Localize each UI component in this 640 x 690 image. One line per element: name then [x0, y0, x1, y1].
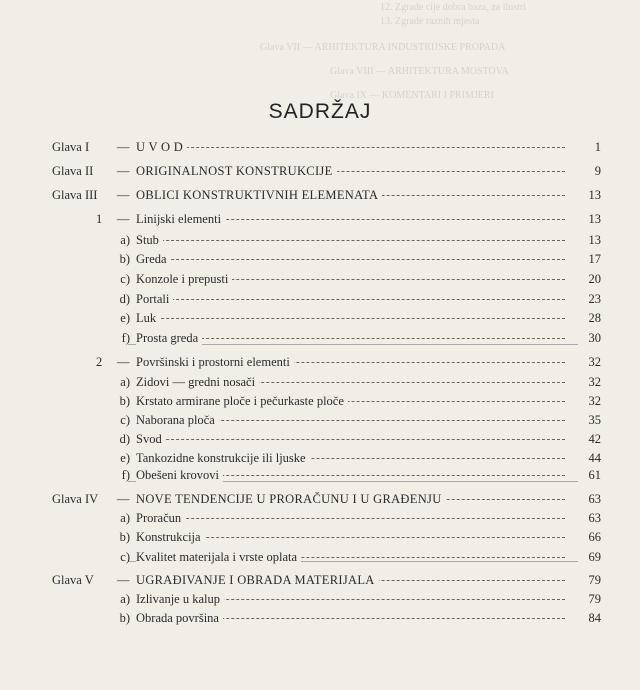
toc-entry: [0, 529, 601, 545]
toc-entry-title[interactable]: Izlivanje u kalup: [136, 591, 224, 607]
toc-entry-title[interactable]: ORIGINALNOST KONSTRUKCIJE: [136, 163, 337, 179]
toc-entry-dash: —: [117, 355, 130, 369]
toc-entry-title[interactable]: Obrada površina: [136, 610, 223, 626]
toc-entry: [0, 491, 601, 507]
dash-leader: [136, 518, 565, 519]
toc-entry-label: 1: [96, 212, 103, 226]
toc-entry-page-number: 13: [588, 233, 601, 247]
dash-leader: [136, 299, 565, 300]
toc-entry-dash: —: [117, 492, 130, 506]
toc-entry: [0, 291, 601, 307]
toc-entry-title[interactable]: Portali: [136, 291, 173, 307]
toc-entry-page-number: 66: [588, 530, 601, 544]
toc-entry-page-number: 23: [588, 292, 601, 306]
toc-entry-title[interactable]: OBLICI KONSTRUKTIVNIH ELEMENATA: [136, 187, 382, 203]
toc-entry-label: c): [120, 272, 130, 286]
toc-entry-page-number: 42: [588, 432, 601, 446]
toc-entry-title[interactable]: Krstato armirane ploče i pečurkaste ploče: [136, 393, 348, 409]
toc-entry-title[interactable]: Svod: [136, 431, 166, 447]
bleed-through-text: [0, 0, 640, 100]
toc-entry-label: c): [120, 550, 130, 564]
toc-entry: [0, 591, 601, 607]
toc-entry: [0, 572, 601, 588]
toc-entry: [0, 163, 601, 179]
toc-entry-title[interactable]: Obešeni krovovi: [136, 467, 223, 483]
toc-entry-label: e): [120, 311, 130, 325]
toc-entry: [0, 211, 601, 227]
toc-entry: [0, 431, 601, 447]
toc-entry-label: b): [119, 611, 130, 625]
toc-entry-title[interactable]: UGRAĐIVANJE I OBRADA MATERIJALA: [136, 572, 379, 588]
toc-entry-dash: —: [117, 140, 130, 154]
toc-entry-label: b): [119, 252, 130, 266]
toc-entry-page-number: 17: [588, 252, 601, 266]
toc-entry-title[interactable]: U V O D: [136, 139, 187, 155]
toc-entry: [0, 412, 601, 428]
toc-entry-title[interactable]: Zidovi — gredni nosači: [136, 374, 259, 390]
toc-entry-page-number: 1: [594, 140, 601, 154]
toc-entry: [0, 187, 601, 203]
toc-entry-label: e): [120, 451, 130, 465]
toc-entry-page-number: 84: [588, 611, 601, 625]
dash-leader: [136, 259, 565, 260]
toc-entry-label: b): [119, 530, 130, 544]
dash-leader: [136, 318, 565, 319]
toc-entry-dash: —: [117, 212, 130, 226]
ghost-line: 12. Zgrade cije dobra baza, za ilustri: [380, 2, 527, 13]
toc-entry-page-number: 44: [588, 451, 601, 465]
toc-entry-page-number: 30: [588, 331, 601, 345]
toc-entry-title[interactable]: Naborana ploča: [136, 412, 219, 428]
dash-leader: [136, 240, 565, 241]
toc-entry-page-number: 35: [588, 413, 601, 427]
dash-leader: [136, 439, 565, 440]
toc-entry-dash: —: [117, 164, 130, 178]
ghost-line: 13. Zgrade raznih mjesta: [380, 16, 480, 27]
toc-entry-title[interactable]: Konzole i prepusti: [136, 271, 232, 287]
toc-entry: [0, 139, 601, 155]
ghost-line: Glava VII — ARHITEKTURA INDUSTRIJSKE PROPADA: [260, 42, 506, 53]
toc-entry-page-number: 32: [588, 355, 601, 369]
toc-entry: [0, 450, 601, 466]
page-title: SADRŽAJ: [268, 100, 372, 123]
toc-entry-page-number: 13: [588, 188, 601, 202]
toc-entry-title[interactable]: Tankozidne konstrukcije ili ljuske: [136, 450, 310, 466]
toc-entry-title[interactable]: Greda: [136, 251, 171, 267]
toc-entry: [0, 271, 601, 287]
toc-entry-dash: —: [117, 188, 130, 202]
toc-entry-page-number: 63: [588, 511, 601, 525]
toc-entry-page-number: 79: [588, 573, 601, 587]
toc-entry-label: Glava II: [52, 164, 94, 178]
toc-entry-page-number: 32: [588, 375, 601, 389]
toc-entry-title[interactable]: Prosta greda: [136, 330, 202, 346]
toc-entry-page-number: 69: [588, 550, 601, 564]
toc-entry-label: f): [121, 331, 130, 345]
toc-entry-dash: —: [117, 573, 130, 587]
toc-entry-label: a): [120, 233, 130, 247]
toc-entry-label: d): [119, 432, 130, 446]
toc-entry-label: Glava V: [52, 573, 94, 587]
toc-entry-label: Glava IV: [52, 492, 99, 506]
toc-entry-title[interactable]: NOVE TENDENCIJE U PRORAČUNU I U GRAĐENJU: [136, 491, 446, 507]
toc-entry-title[interactable]: Luk: [136, 310, 160, 326]
toc-entry-page-number: 9: [594, 164, 601, 178]
toc-entry-label: d): [119, 292, 130, 306]
toc-entry-title[interactable]: Površinski i prostorni elementi: [136, 354, 294, 370]
toc-entry-label: Glava III: [52, 188, 98, 202]
toc-entry-title[interactable]: Stub: [136, 232, 163, 248]
toc-entry-label: c): [120, 413, 130, 427]
toc-entry: [0, 354, 601, 370]
toc-entry-page-number: 20: [588, 272, 601, 286]
toc-entry: [0, 510, 601, 526]
toc-entry-title[interactable]: Proračun: [136, 510, 185, 526]
toc-entry: [0, 549, 601, 565]
toc-entry-label: Glava I: [52, 140, 90, 154]
toc-entry-page-number: 13: [588, 212, 601, 226]
toc-entry-page-number: 61: [588, 468, 601, 482]
toc-entry-label: a): [120, 375, 130, 389]
toc-entry: [0, 610, 601, 626]
toc-entry-title[interactable]: Konstrukcija: [136, 529, 205, 545]
toc-entry: [0, 467, 601, 483]
toc-entry: [0, 310, 601, 326]
toc-entry-page-number: 79: [588, 592, 601, 606]
toc-entry: [0, 374, 601, 390]
ghost-line: Glava VIII — ARHITEKTURA MOSTOVA: [330, 66, 509, 77]
toc-entry: [0, 251, 601, 267]
toc-entry-page-number: 63: [588, 492, 601, 506]
toc-entry: [0, 393, 601, 409]
ghost-line: Glava IX — KOMENTARI I PRIMJERI: [330, 90, 494, 101]
toc-entry: [0, 330, 601, 346]
toc-entry-label: a): [120, 592, 130, 606]
toc-entry-label: 2: [96, 355, 103, 369]
toc-entry-page-number: 28: [588, 311, 601, 325]
toc-entry-title[interactable]: Linijski elementi: [136, 211, 225, 227]
toc-entry-label: f): [121, 468, 130, 482]
dash-leader: [136, 147, 565, 148]
toc-entry-label: a): [120, 511, 130, 525]
toc-entry-label: b): [119, 394, 130, 408]
toc-entry-title[interactable]: Kvalitet materijala i vrste oplata: [136, 549, 301, 565]
toc-entry-page-number: 32: [588, 394, 601, 408]
toc-entry: [0, 232, 601, 248]
